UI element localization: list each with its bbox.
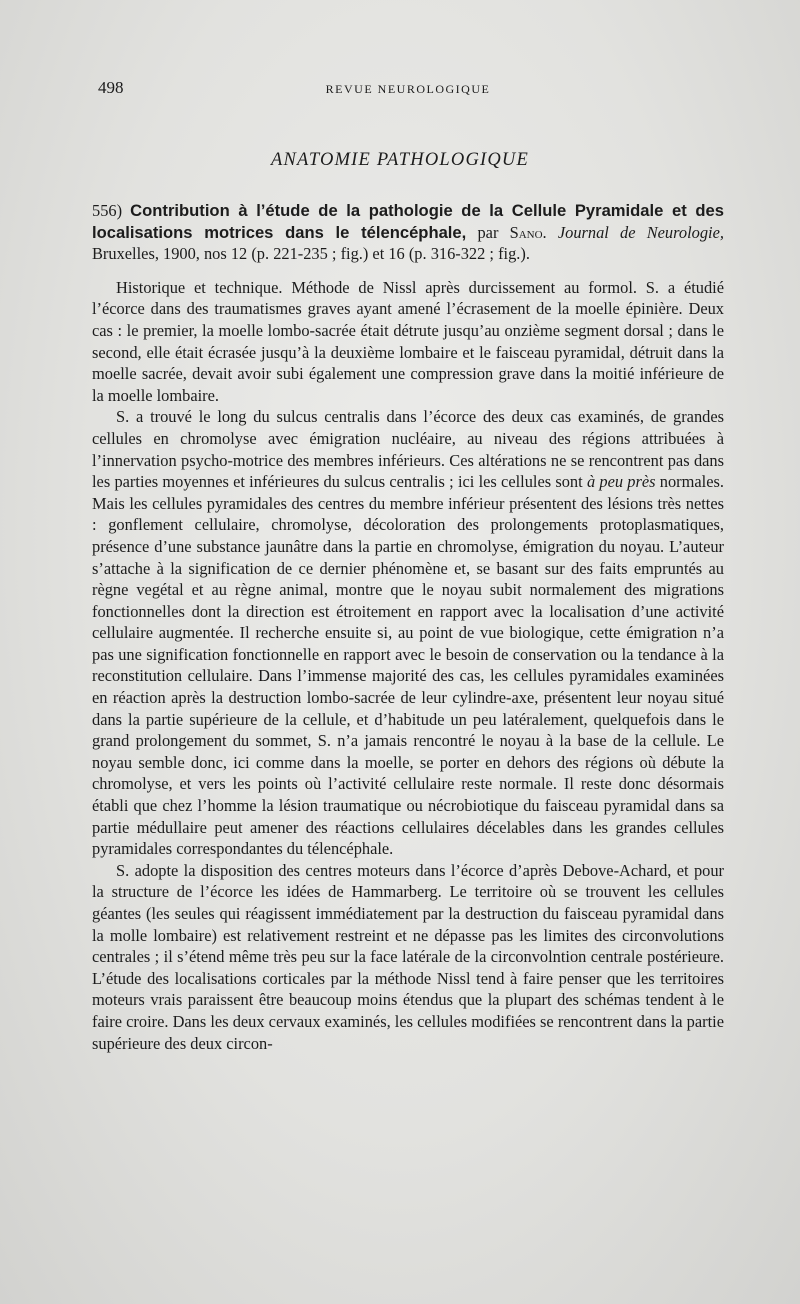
paragraph-findings	[92, 406, 724, 859]
emphasis-a-peu-pres: à peu près	[586, 472, 656, 492]
entry-journal: Journal de Neurologie,	[557, 222, 724, 242]
article-body	[92, 200, 724, 1054]
entry-citation: Bruxelles, 1900, nos 12 (p. 221-235 ; fig.) et 16 (p. 316-322 ; fig.).	[92, 244, 530, 264]
entry-number: 556)	[92, 201, 123, 220]
entry-by: par	[477, 222, 499, 242]
bibliographic-entry	[92, 200, 724, 265]
entry-title: Contribution à l’étude de la pathologie de la Cellule Pyramidale et des localisations motrices dans le télencéphale,	[92, 201, 724, 242]
page-number: 498	[98, 78, 124, 97]
paragraph-technique: Historique et technique. Méthode de Nissl après durcissement au formol. S. a étudié l’écorce dans des traumatismes graves ayant amené l’écrasement de la moelle épinière. Deux cas : le premier, la moelle lombo-sacrée était détrute jusqu’au onzième segment dorsal ; dans le second, elle était écrasée jusqu’à la deuxième lombaire et le faisceau pyramidal, détruit dans la moelle sacrée, devait avoir subi également une compression grave dans la moitié inférieure de la moelle lombaire.	[92, 277, 724, 405]
section-title: ANATOMIE PATHOLOGIQUE	[271, 150, 529, 170]
page-header	[98, 78, 718, 102]
paragraph-findings-part-a: S. a trouvé le long du sulcus centralis dans l’écorce des deux cas examinés, de grandes cellules en chromolyse avec émigration nucléaire, au niveau des régions attribuées à l’innervation psycho-motrice des membres inférieurs. Ces altérations ne se rencontrent pas dans les parties moyennes et inférieures du sulcus centralis ; ici les cellules sont	[92, 407, 724, 492]
entry-author: Sano.	[509, 222, 547, 242]
running-head: REVUE NEUROLOGIQUE	[325, 82, 491, 96]
paragraph-localisation: S. adopte la disposition des centres moteurs dans l’écorce d’après Debove-Achard, et pour la structure de l’écorce les idées de Hammarberg. Le territoire où se trouvent les cellules géantes (les seules qui réagissent immédiatement par la destruction du faisceau pyramidal dans la molle lombaire) est relativement restreint et ne dépasse pas les limites des circonvolutions centrales ; il s’étend même très peu sur la face latérale de la circonvolntion centrale postérieure. L’étude des localisations corticales par la méthode Nissl tend à faire penser que les territoires moteurs vrais paraissent être beaucoup moins étendus que la plupart des schémas tendent à le faire croire. Dans les deux cervaux examinés, les cellules modifiées se rencontrent dans la partie supérieure des deux circon-	[92, 860, 724, 1053]
paragraph-findings-part-b: normales. Mais les cellules pyramidales des centres du membre inférieur présentent des lésions très nettes : gonflement cellulaire, chromolyse, décoloration des prolongements protoplasmatiques, présence d’une substance jaunâtre dans la partie en chromolyse, émigration du noyau. L’auteur s’attache à la signification de ce dernier phénomène et, se basant sur des faits empruntés au règne vegétal et au règne animal, montre que le noyau subit normalement des migrations fonctionnelles dont la direction est étroitement en rapport avec la localisation d’une activité cellulaire augmentée. Il recherche ensuite si, au point de vue biologique, cette émigration n’a pas une signification fonctionnelle en rapport avec le besoin de conservation ou la tendance à la reconstitution cellulaire. Dans l’immense majorité des cas, les cellules pyramidales examinées en réaction après la destruction lombo-sacrée de leur cylindre-axe, présentent leur noyau situé dans la partie supérieure de la cellule, et d’habitude un peu latéralement, quelquefois dans le grand prolongement du sommet, S. n’a jamais rencontré le noyau à la base de la cellule. Le noyau semble donc, ici comme dans la moelle, se porter en dehors des régions où débute la chromolyse, et vers les points où l’activité cellulaire reste normale. Il reste donc désormais établi que chez l’homme la lésion traumatique ou nécrobiotique du faisceau pyramidal dans sa partie médullaire peut amener des réactions cellulaires décelables dans les grandes cellules pyramidales correspondantes du télencéphale.	[92, 472, 724, 859]
